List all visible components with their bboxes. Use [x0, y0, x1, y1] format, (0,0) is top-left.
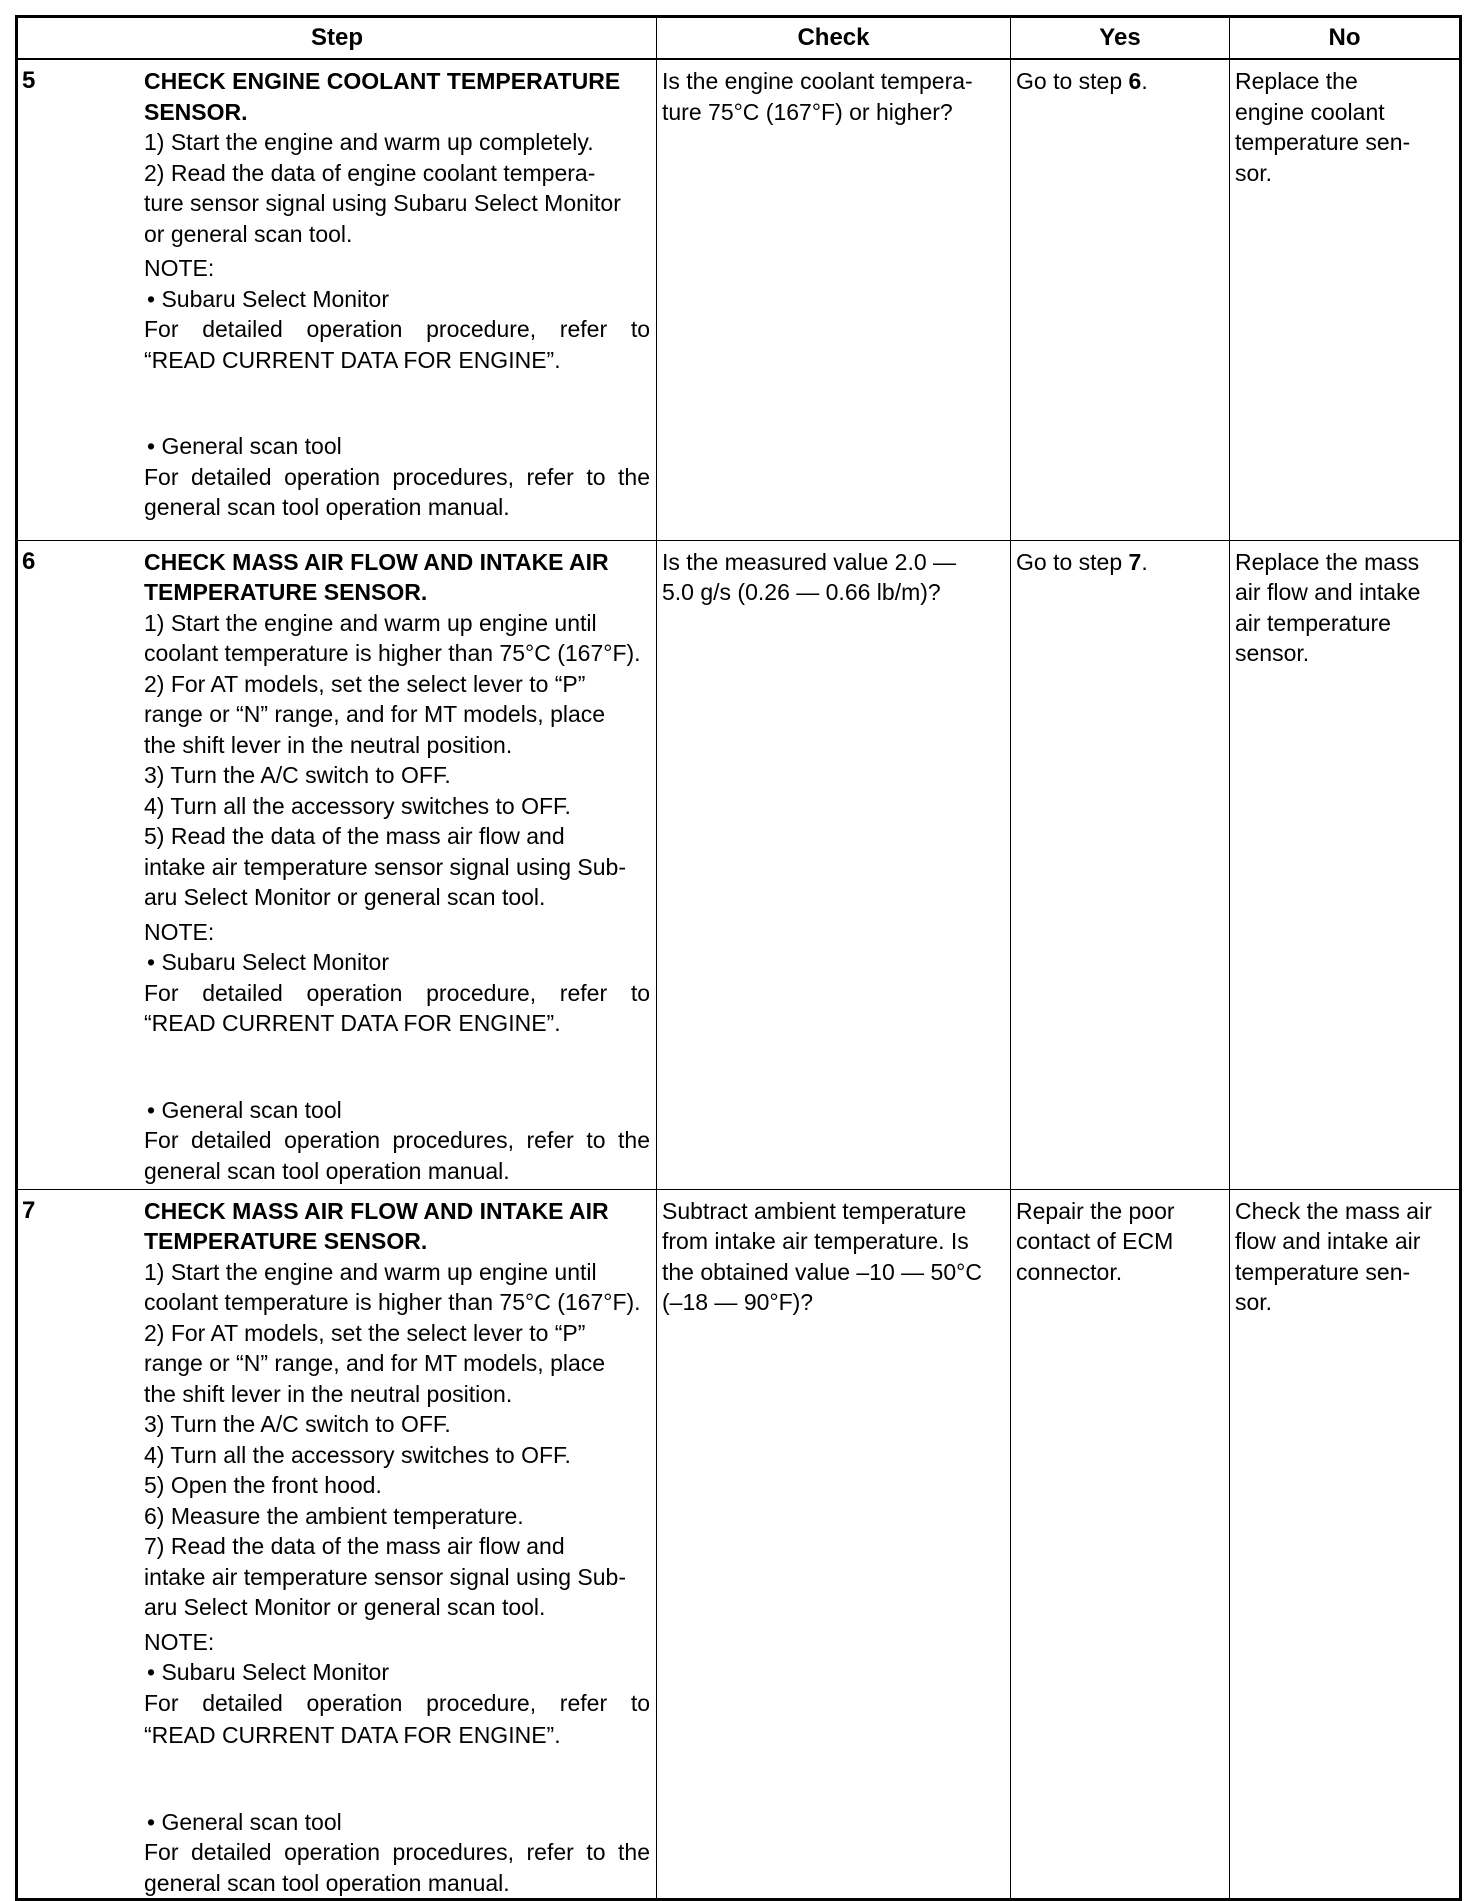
step-title-line: CHECK ENGINE COOLANT TEMPERATURE — [144, 68, 621, 94]
no-line: sensor. — [1235, 640, 1310, 666]
instruction-line: 3) Turn the A/C switch to OFF. — [144, 762, 451, 788]
check-line: from intake air temperature. Is — [662, 1228, 969, 1254]
step-title-line: SENSOR. — [144, 98, 248, 125]
reference-line: For detailed operation procedure, refer to — [144, 316, 650, 342]
instruction-line: 2) Read the data of engine coolant tempera- — [144, 159, 596, 186]
note-label: NOTE: — [144, 1628, 215, 1655]
manual-line: For detailed operation procedures, refer to the — [144, 1839, 650, 1865]
yes-cell — [1011, 59, 1230, 540]
check-line: (–18 — 90°F)? — [662, 1289, 814, 1315]
instruction-line: 1) Start the engine and warm up completely. — [144, 129, 594, 155]
manual-line: For detailed operation procedures, refer to the — [144, 463, 650, 490]
yes-cell — [1011, 540, 1230, 1189]
step-title-line: CHECK MASS AIR FLOW AND INTAKE AIR — [144, 548, 609, 575]
reference-link: “READ CURRENT DATA FOR ENGINE”. — [144, 346, 561, 373]
diagnostic-table — [15, 15, 1462, 1901]
header-step: Step — [17, 17, 657, 60]
instruction-line: coolant temperature is higher than 75°C (167°F). — [144, 1289, 641, 1315]
instruction-line: 7) Read the data of the mass air flow and — [144, 1533, 565, 1559]
yes-text: Go to step — [1016, 548, 1129, 575]
instruction-line: aru Select Monitor or general scan tool. — [144, 884, 546, 910]
step-number: 6 — [22, 547, 36, 575]
reference-link: “READ CURRENT DATA FOR ENGINE”. — [144, 1722, 561, 1748]
instruction-line: 1) Start the engine and warm up engine until — [144, 1258, 597, 1285]
instruction-line: the shift lever in the neutral position. — [144, 731, 513, 758]
yes-line: contact of ECM — [1016, 1228, 1174, 1254]
check-line: 5.0 g/s (0.26 — 0.66 lb/m)? — [662, 579, 941, 605]
instruction-line: ture sensor signal using Subaru Select Monitor — [144, 190, 621, 216]
no-line: Check the mass air — [1235, 1197, 1432, 1224]
step-body — [142, 60, 656, 523]
instruction-line: intake air temperature sensor signal using Sub- — [144, 1563, 626, 1590]
instruction-line: 4) Turn all the accessory switches to OFF. — [144, 1441, 571, 1468]
bullet-select-monitor: • Subaru Select Monitor — [147, 1659, 390, 1685]
bullet-select-monitor: • Subaru Select Monitor — [147, 285, 390, 312]
instruction-line: 1) Start the engine and warm up engine until — [144, 609, 597, 636]
instruction-line: range or “N” range, and for MT models, place — [144, 1350, 606, 1376]
reference-link: “READ CURRENT DATA FOR ENGINE”. — [144, 1010, 561, 1036]
yes-line: connector. — [1016, 1258, 1123, 1285]
step-number: 7 — [22, 1196, 36, 1224]
check-line: ture 75°C (167°F) or higher? — [662, 98, 953, 125]
manual-line: general scan tool operation manual. — [144, 1157, 510, 1184]
check-line: Subtract ambient temperature — [662, 1197, 967, 1224]
no-cell — [1230, 59, 1461, 540]
yes-suffix: . — [1141, 68, 1148, 94]
no-line: engine coolant — [1235, 98, 1385, 125]
no-line: temperature sen- — [1235, 1258, 1411, 1285]
step-number: 5 — [22, 67, 36, 94]
step-title-line: TEMPERATURE SENSOR. — [144, 1228, 428, 1254]
yes-step-number: 6 — [1128, 68, 1142, 94]
yes-line: Repair the poor — [1016, 1197, 1175, 1224]
no-line: Replace the — [1235, 68, 1358, 94]
manual-line: general scan tool operation manual. — [144, 1869, 510, 1896]
instruction-line: aru Select Monitor or general scan tool. — [144, 1594, 546, 1620]
step-title-line: TEMPERATURE SENSOR. — [144, 579, 428, 605]
no-line: air temperature — [1235, 609, 1391, 636]
no-line: flow and intake air — [1235, 1228, 1421, 1254]
check-cell — [657, 59, 1011, 540]
step-cell — [17, 59, 657, 540]
note-label: NOTE: — [144, 918, 215, 945]
yes-step-number: 7 — [1128, 548, 1142, 575]
instruction-line: the shift lever in the neutral position. — [144, 1380, 513, 1407]
table-row — [17, 59, 1461, 540]
header-row — [17, 17, 1461, 60]
manual-line: For detailed operation procedures, refer to the — [144, 1127, 650, 1153]
instruction-line: 2) For AT models, set the select lever to “P” — [144, 1319, 586, 1346]
no-line: sor. — [1235, 1289, 1273, 1315]
table-row — [17, 1189, 1461, 1900]
check-line: Is the measured value 2.0 — — [662, 548, 957, 575]
instruction-line: 3) Turn the A/C switch to OFF. — [144, 1411, 451, 1437]
check-cell — [657, 1189, 1011, 1900]
instruction-line: range or “N” range, and for MT models, place — [144, 701, 606, 727]
table-row — [17, 540, 1461, 1189]
no-line: temperature sen- — [1235, 129, 1411, 155]
instruction-line: intake air temperature sensor signal using Sub- — [144, 853, 626, 880]
bullet-general-scan-tool: • General scan tool — [147, 1808, 342, 1835]
manual-line: general scan tool operation manual. — [144, 494, 510, 520]
step-cell — [17, 540, 657, 1189]
yes-text: Go to step — [1016, 68, 1129, 94]
no-cell — [1230, 1189, 1461, 1900]
check-line: the obtained value –10 — 50°C — [662, 1258, 982, 1285]
bullet-select-monitor: • Subaru Select Monitor — [147, 949, 390, 975]
bullet-general-scan-tool: • General scan tool — [147, 1096, 342, 1123]
yes-cell — [1011, 1189, 1230, 1900]
step-body — [142, 1190, 656, 1899]
step-body — [142, 541, 656, 1187]
instruction-line: 5) Read the data of the mass air flow and — [144, 823, 565, 849]
header-check: Check — [657, 17, 1011, 60]
instruction-line: coolant temperature is higher than 75°C (167°F). — [144, 640, 641, 666]
instruction-line: 2) For AT models, set the select lever to “P” — [144, 670, 586, 697]
yes-suffix: . — [1141, 548, 1148, 575]
header-no: No — [1230, 17, 1461, 60]
reference-line: For detailed operation procedure, refer to — [144, 979, 650, 1006]
instruction-line: or general scan tool. — [144, 220, 353, 247]
no-line: Replace the mass — [1235, 548, 1420, 575]
no-line: air flow and intake — [1235, 579, 1421, 605]
instruction-line: 4) Turn all the accessory switches to OFF. — [144, 792, 571, 819]
no-line: sor. — [1235, 159, 1273, 186]
check-line: Is the engine coolant tempera- — [662, 68, 973, 94]
header-yes: Yes — [1011, 17, 1230, 60]
no-cell — [1230, 540, 1461, 1189]
reference-line: For detailed operation procedure, refer to — [144, 1689, 650, 1716]
instruction-line: 5) Open the front hood. — [144, 1472, 382, 1498]
bullet-general-scan-tool: • General scan tool — [147, 433, 342, 459]
check-cell — [657, 540, 1011, 1189]
note-label: NOTE: — [144, 255, 215, 281]
step-title-line: CHECK MASS AIR FLOW AND INTAKE AIR — [144, 1197, 609, 1224]
instruction-line: 6) Measure the ambient temperature. — [144, 1502, 524, 1529]
step-cell — [17, 1189, 657, 1900]
